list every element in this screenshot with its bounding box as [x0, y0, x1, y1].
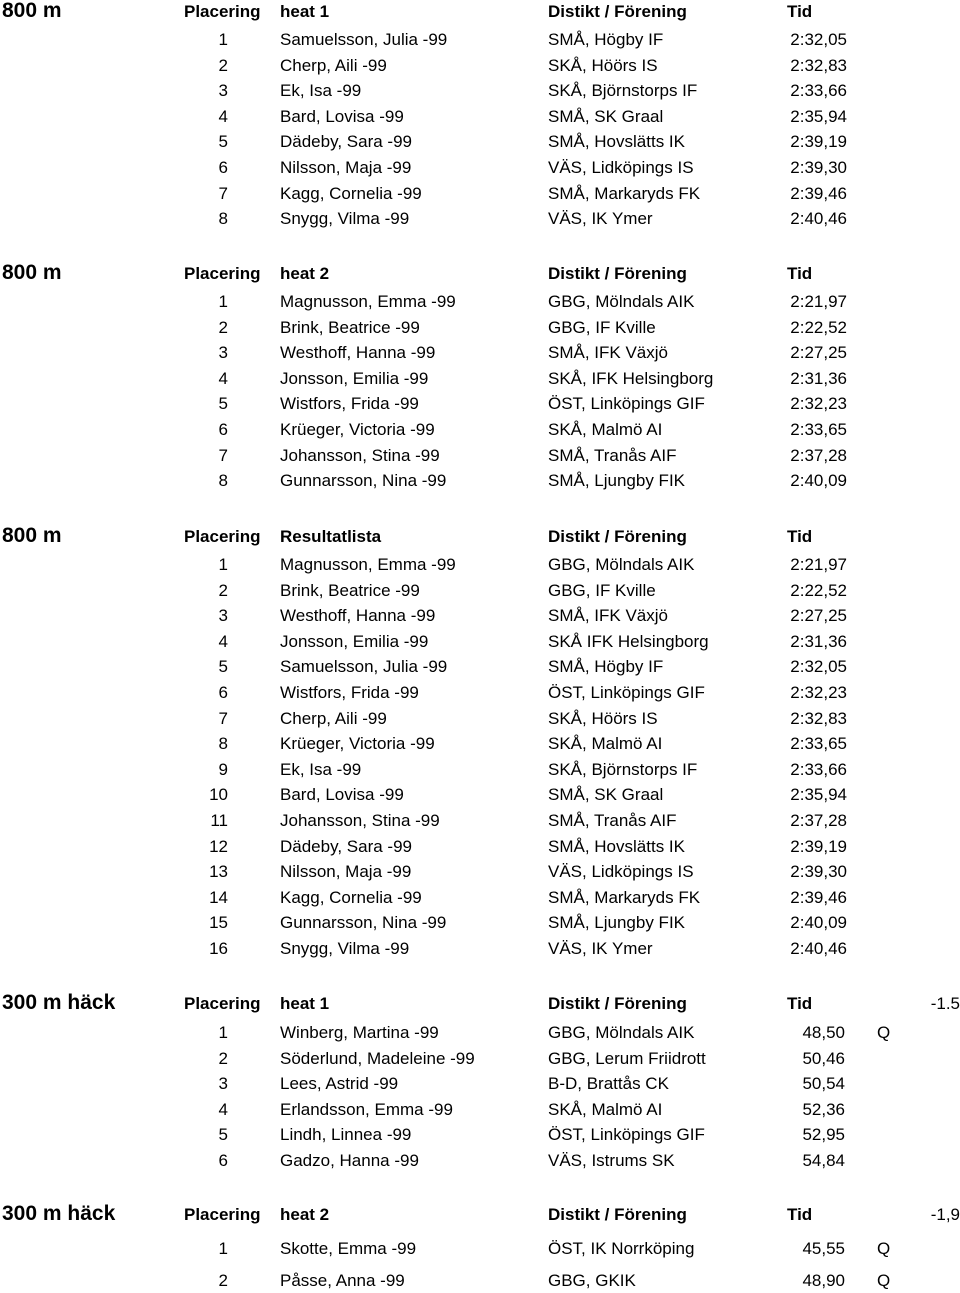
athlete-name: Westhoff, Hanna -99	[280, 606, 436, 626]
club-name: GBG, Mölndals AIK	[548, 292, 695, 311]
athlete-name: Winberg, Martina -99	[280, 1023, 439, 1042]
event-title: 300 m häck	[2, 1202, 116, 1225]
placement: 8	[218, 471, 228, 491]
time-column-header: Tid	[787, 1205, 813, 1224]
placement: 2	[218, 1271, 228, 1290]
result-time: 2:22,52	[790, 580, 847, 600]
result-time: 2:31,36	[790, 368, 847, 388]
athlete-name: Kagg, Cornelia -99	[280, 183, 422, 203]
table-row	[0, 835, 960, 859]
club-name: SKÅ, Höörs IS	[548, 708, 658, 728]
placement: 9	[218, 759, 228, 779]
table-row	[0, 758, 960, 782]
club-name: GBG, Lerum Friidrott	[548, 1048, 706, 1068]
table-row	[0, 54, 960, 78]
athlete-name: Nilsson, Maja -99	[280, 862, 412, 882]
result-time: 2:39,30	[790, 158, 847, 177]
result-time: 2:39,46	[790, 887, 847, 907]
athlete-name: Lindh, Linnea -99	[280, 1125, 412, 1145]
table-row	[0, 604, 960, 628]
club-column-header: Distikt / Förening	[548, 2, 687, 21]
result-time: 2:21,97	[790, 292, 847, 311]
heat-heading: heat 2	[280, 264, 330, 283]
section-header	[0, 262, 960, 290]
table-row	[0, 809, 960, 833]
placement-column-header: Placering	[184, 1205, 261, 1224]
placement: 12	[209, 836, 228, 856]
club-name: SMÅ, Högby IF	[548, 30, 664, 49]
result-time: 2:39,19	[790, 836, 847, 856]
club-name: GBG, IF Kville	[548, 317, 656, 337]
placement: 2	[218, 317, 228, 337]
placement: 3	[218, 606, 228, 626]
time-column-header: Tid	[787, 527, 813, 546]
event-title: 800 m	[2, 261, 62, 284]
result-time: 2:33,65	[790, 734, 847, 754]
result-time: 50,46	[802, 1048, 845, 1068]
result-time: 2:39,46	[790, 183, 847, 203]
club-name: SMÅ, SK Graal	[548, 785, 664, 805]
athlete-name: Westhoff, Hanna -99	[280, 343, 436, 363]
result-time: 48,50	[802, 1023, 845, 1042]
table-row	[0, 1269, 960, 1293]
placement: 1	[218, 30, 228, 49]
placement: 10	[209, 785, 228, 805]
result-time: 2:32,23	[790, 394, 847, 414]
result-time: 2:37,28	[790, 445, 847, 465]
athlete-name: Magnusson, Emma -99	[280, 555, 456, 574]
table-row	[0, 367, 960, 391]
heat-heading: heat 2	[280, 1205, 330, 1224]
table-row	[0, 1237, 960, 1261]
result-time: 2:27,25	[790, 606, 847, 626]
club-name: SMÅ, Hovslätts IK	[548, 132, 685, 152]
table-row	[0, 783, 960, 807]
club-name: GBG, Mölndals AIK	[548, 1023, 695, 1042]
club-name: VÄS, Lidköpings IS	[548, 862, 694, 882]
athlete-name: Samuelsson, Julia -99	[280, 30, 448, 49]
club-column-header: Distikt / Förening	[548, 994, 687, 1013]
club-name: SMÅ, Ljungby FIK	[548, 913, 686, 933]
athlete-name: Gunnarsson, Nina -99	[280, 471, 447, 491]
club-column-header: Distikt / Förening	[548, 264, 687, 283]
placement: 1	[218, 292, 228, 311]
result-time: 2:31,36	[790, 631, 847, 651]
placement: 1	[218, 555, 228, 574]
club-name: GBG, Mölndals AIK	[548, 555, 695, 574]
athlete-name: Kagg, Cornelia -99	[280, 887, 422, 907]
placement: 7	[218, 445, 228, 465]
club-name: SKÅ, Malmö AI	[548, 1099, 663, 1119]
club-name: SMÅ, Hovslätts IK	[548, 836, 685, 856]
athlete-name: Wistfors, Frida -99	[280, 683, 419, 702]
club-column-header: Distikt / Förening	[548, 1205, 687, 1224]
section-header	[0, 0, 960, 28]
athlete-name: Johansson, Stina -99	[280, 445, 440, 465]
placement: 4	[218, 368, 228, 388]
result-time: 2:35,94	[790, 106, 847, 126]
club-name: VÄS, IK Ymer	[548, 209, 653, 229]
club-name: SKÅ IFK Helsingborg	[548, 631, 709, 651]
result-time: 2:32,83	[790, 55, 847, 75]
placement: 6	[218, 1151, 228, 1170]
qualified-marker: Q	[877, 1239, 891, 1258]
placement: 3	[218, 343, 228, 363]
event-title: 800 m	[2, 0, 62, 22]
result-time: 50,54	[802, 1074, 845, 1094]
athlete-name: Lees, Astrid -99	[280, 1074, 399, 1094]
club-name: SMÅ, Markaryds FK	[548, 183, 701, 203]
table-row	[0, 130, 960, 154]
result-time: 2:40,09	[790, 471, 847, 491]
table-row	[0, 207, 960, 231]
table-row	[0, 341, 960, 365]
athlete-name: Magnusson, Emma -99	[280, 292, 456, 311]
placement: 14	[209, 887, 228, 907]
result-time: 2:32,05	[790, 30, 847, 49]
placement: 13	[209, 862, 228, 882]
placement: 6	[218, 420, 228, 439]
club-name: SMÅ, IFK Växjö	[548, 343, 668, 363]
club-name: ÖST, Linköpings GIF	[548, 394, 705, 414]
result-time: 2:22,52	[790, 317, 847, 337]
table-row	[0, 681, 960, 705]
section-header	[0, 992, 960, 1020]
table-row	[0, 937, 960, 961]
placement: 8	[218, 734, 228, 754]
athlete-name: Cherp, Aili -99	[280, 55, 387, 75]
placement: 6	[218, 683, 228, 702]
athlete-name: Skotte, Emma -99	[280, 1239, 417, 1258]
result-time: 2:40,46	[790, 209, 847, 229]
club-name: SMÅ, IFK Växjö	[548, 606, 668, 626]
table-row	[0, 1021, 960, 1045]
table-row	[0, 886, 960, 910]
club-name: SMÅ, Högby IF	[548, 657, 664, 677]
placement-column-header: Placering	[184, 994, 261, 1013]
athlete-name: Samuelsson, Julia -99	[280, 657, 448, 677]
result-time: 2:33,65	[790, 420, 847, 439]
table-row	[0, 1047, 960, 1071]
athlete-name: Krüeger, Victoria -99	[280, 734, 435, 754]
heat-heading: Resultatlista	[280, 527, 382, 546]
table-row	[0, 316, 960, 340]
table-row	[0, 182, 960, 206]
placement: 7	[218, 708, 228, 728]
result-time: 2:21,97	[790, 555, 847, 574]
table-row	[0, 290, 960, 314]
athlete-name: Söderlund, Madeleine -99	[280, 1048, 475, 1068]
club-name: ÖST, Linköpings GIF	[548, 683, 705, 702]
club-name: SKÅ, Malmö AI	[548, 420, 663, 439]
athlete-name: Påsse, Anna -99	[280, 1271, 405, 1290]
athlete-name: Wistfors, Frida -99	[280, 394, 419, 414]
result-time: 2:40,46	[790, 939, 847, 958]
athlete-name: Gadzo, Hanna -99	[280, 1151, 419, 1170]
result-time: 2:37,28	[790, 811, 847, 830]
qualified-marker: Q	[877, 1023, 891, 1042]
heat-heading: heat 1	[280, 994, 330, 1013]
table-row	[0, 1098, 960, 1122]
athlete-name: Cherp, Aili -99	[280, 708, 387, 728]
club-name: VÄS, IK Ymer	[548, 939, 653, 958]
athlete-name: Erlandsson, Emma -99	[280, 1099, 453, 1119]
table-row	[0, 79, 960, 103]
result-time: 2:35,94	[790, 785, 847, 805]
club-name: SKÅ, Björnstorps IF	[548, 759, 698, 779]
section-header	[0, 1203, 960, 1231]
club-name: SKÅ, Björnstorps IF	[548, 81, 698, 101]
club-name: VÄS, Istrums SK	[548, 1151, 675, 1170]
club-name: SKÅ, Höörs IS	[548, 55, 658, 75]
placement: 3	[218, 81, 228, 101]
table-row	[0, 418, 960, 442]
athlete-name: Bard, Lovisa -99	[280, 106, 404, 126]
athlete-name: Jonsson, Emilia -99	[280, 631, 429, 651]
placement: 1	[218, 1239, 228, 1258]
placement: 16	[209, 939, 228, 958]
result-time: 2:33,66	[790, 81, 847, 101]
table-row	[0, 553, 960, 577]
placement: 5	[218, 657, 228, 677]
table-row	[0, 655, 960, 679]
result-time: 2:32,83	[790, 708, 847, 728]
club-name: SMÅ, Tranås AIF	[548, 811, 677, 830]
athlete-name: Ek, Isa -99	[280, 81, 362, 101]
athlete-name: Gunnarsson, Nina -99	[280, 913, 447, 933]
athlete-name: Ek, Isa -99	[280, 759, 362, 779]
club-name: SMÅ, Tranås AIF	[548, 445, 677, 465]
athlete-name: Nilsson, Maja -99	[280, 158, 412, 177]
placement-column-header: Placering	[184, 2, 261, 21]
table-row	[0, 1123, 960, 1147]
event-title: 800 m	[2, 524, 62, 547]
table-row	[0, 630, 960, 654]
placement: 8	[218, 209, 228, 229]
time-column-header: Tid	[787, 2, 813, 21]
result-time: 2:32,05	[790, 657, 847, 677]
result-time: 52,95	[802, 1125, 845, 1145]
club-column-header: Distikt / Förening	[548, 527, 687, 546]
table-row	[0, 392, 960, 416]
table-row	[0, 911, 960, 935]
placement: 2	[218, 55, 228, 75]
result-time: 2:27,25	[790, 343, 847, 363]
placement: 15	[209, 913, 228, 933]
table-row	[0, 579, 960, 603]
placement: 3	[218, 1074, 228, 1094]
result-time: 2:39,19	[790, 132, 847, 152]
result-time: 54,84	[802, 1151, 845, 1170]
placement: 2	[218, 1048, 228, 1068]
placement: 11	[210, 811, 228, 830]
event-title: 300 m häck	[2, 991, 116, 1014]
club-name: GBG, GKIK	[548, 1271, 636, 1290]
placement: 5	[218, 132, 228, 152]
placement: 7	[218, 183, 228, 203]
result-time: 45,55	[802, 1239, 845, 1258]
club-name: SMÅ, Markaryds FK	[548, 887, 701, 907]
club-name: SMÅ, SK Graal	[548, 106, 664, 126]
placement: 4	[218, 1099, 228, 1119]
athlete-name: Snygg, Vilma -99	[280, 939, 410, 958]
athlete-name: Dädeby, Sara -99	[280, 132, 412, 152]
table-row	[0, 469, 960, 493]
placement: 4	[218, 631, 228, 651]
placement-column-header: Placering	[184, 527, 261, 546]
athlete-name: Brink, Beatrice -99	[280, 580, 420, 600]
table-row	[0, 1149, 960, 1173]
qualified-marker: Q	[877, 1271, 891, 1290]
table-row	[0, 105, 960, 129]
club-name: VÄS, Lidköpings IS	[548, 158, 694, 177]
athlete-name: Jonsson, Emilia -99	[280, 368, 429, 388]
club-name: SMÅ, Ljungby FIK	[548, 471, 686, 491]
result-time: 2:33,66	[790, 759, 847, 779]
athlete-name: Brink, Beatrice -99	[280, 317, 420, 337]
table-row	[0, 732, 960, 756]
wind-reading: -1.5	[930, 994, 960, 1013]
table-row	[0, 28, 960, 52]
club-name: SKÅ, Malmö AI	[548, 734, 663, 754]
athlete-name: Snygg, Vilma -99	[280, 209, 410, 229]
placement: 6	[218, 158, 228, 177]
placement: 2	[218, 580, 228, 600]
wind-reading: -1,9	[930, 1205, 960, 1224]
club-name: ÖST, IK Norrköping	[548, 1239, 695, 1258]
section-header	[0, 525, 960, 553]
placement: 4	[218, 106, 228, 126]
time-column-header: Tid	[787, 264, 813, 283]
athlete-name: Krüeger, Victoria -99	[280, 420, 435, 439]
athlete-name: Johansson, Stina -99	[280, 811, 440, 830]
result-time: 2:32,23	[790, 683, 847, 702]
result-time: 48,90	[802, 1271, 845, 1290]
table-row	[0, 707, 960, 731]
club-name: ÖST, Linköpings GIF	[548, 1125, 705, 1145]
placement: 5	[218, 1125, 228, 1145]
club-name: B-D, Brattås CK	[548, 1074, 669, 1094]
club-name: GBG, IF Kville	[548, 580, 656, 600]
result-time: 2:40,09	[790, 913, 847, 933]
placement-column-header: Placering	[184, 264, 261, 283]
time-column-header: Tid	[787, 994, 813, 1013]
athlete-name: Bard, Lovisa -99	[280, 785, 404, 805]
result-time: 52,36	[802, 1099, 845, 1119]
table-row	[0, 860, 960, 884]
result-time: 2:39,30	[790, 862, 847, 882]
placement: 1	[218, 1023, 228, 1042]
table-row	[0, 156, 960, 180]
club-name: SKÅ, IFK Helsingborg	[548, 368, 714, 388]
athlete-name: Dädeby, Sara -99	[280, 836, 412, 856]
heat-heading: heat 1	[280, 2, 330, 21]
table-row	[0, 444, 960, 468]
placement: 5	[218, 394, 228, 414]
table-row	[0, 1072, 960, 1096]
